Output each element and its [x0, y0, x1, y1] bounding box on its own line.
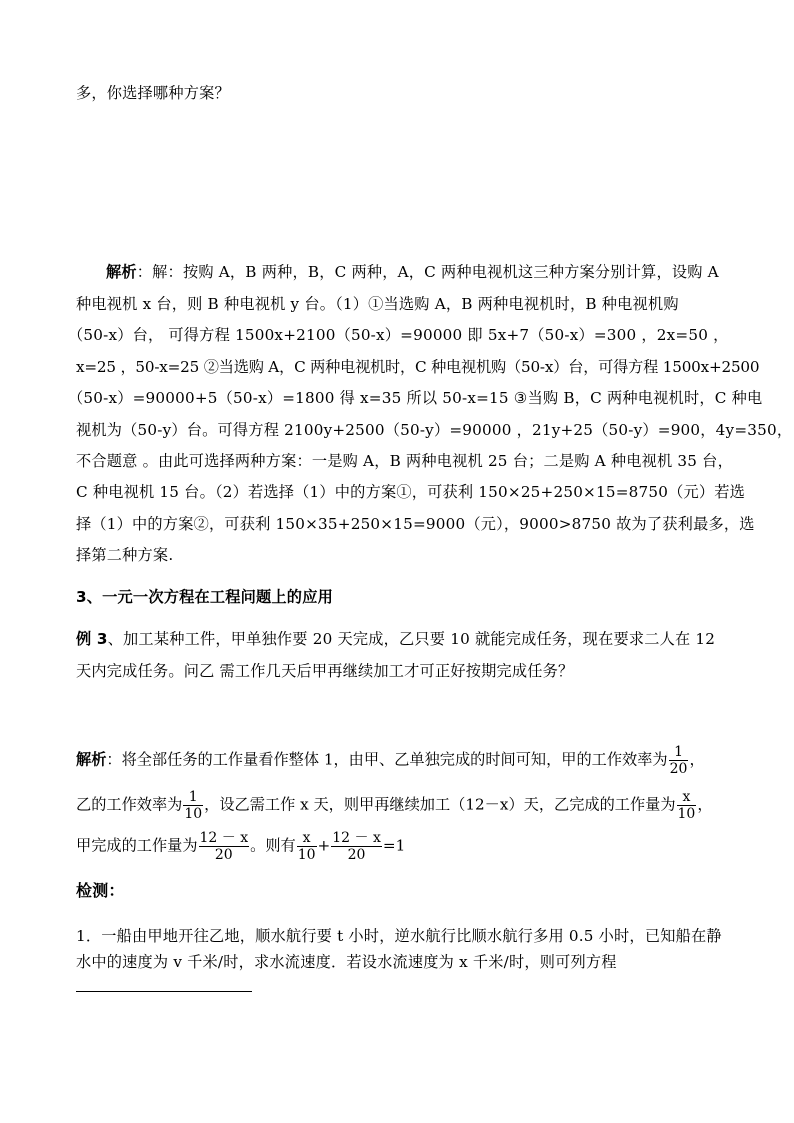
analysis-2-line-3: 甲完成的工作量为 $\frac{12 - x}{20}$ 。则有 $\frac{x}{10}$ + $\frac{12 - x}{20}$ =1 [76, 830, 406, 863]
fraction-12-minus-x-20-eq: $\frac{12 - x}{20}$ [332, 830, 381, 863]
example-3-line-2: 天内完成任务。问乙 需工作几天后甲再继续加工才可正好按期完成任务？ [76, 662, 574, 680]
exercise-1-line-1: 1．一船由甲地开往乙地，顺水航行要 t 小时，逆水航行比顺水航行多用 0.5 小时，已知船在静 [76, 927, 722, 945]
answer-blank-line [76, 991, 252, 992]
example-3-line-1: 例 3、加工某种工件，甲单独作要 20 天完成，乙只要 10 就能完成任务，现在要求二人在 12 [76, 630, 716, 648]
fraction-x-10: $\frac{x}{10}$ [677, 789, 696, 822]
analysis-1-line-9: 择（1）中的方案②，可获利 150×35+250×15=9000（元），9000>8750 故为了获利最多，选 [76, 515, 755, 533]
analysis-2-line-2: 乙的工作效率为 $\frac{1}{10}$ ，设乙需工作 x 天，则甲再继续加工（12－x）天，乙完成的工作量为 $\frac{x}{10}$ ， [76, 789, 713, 822]
example-3-label: 例 3 [76, 630, 108, 648]
analysis-1-line-6: 视机为（50-y）台。可得方程 2100y+2500（50-y）=90000 ，21y+25（50-y）=900，4y=350， [76, 421, 793, 439]
fraction-1-10: $\frac{1}{10}$ [184, 789, 203, 822]
analysis-1-line-7: 不合题意 。由此可选择两种方案：一是购 A，B 两种电视机 25 台；二是购 A 种电视机 35 台， [76, 452, 733, 470]
analysis-1-line-3: （50-x）台， 可得方程 1500x+2100（50-x）=90000 即 5x+7（50-x）=300 ，2x=50 ， [68, 326, 729, 344]
check-title: 检测： [76, 881, 125, 900]
analysis-1-line-1: 解析：解：按购 A，B 两种，B，C 两种，A，C 两种电视机这三种方案分别计算，设购 A [106, 263, 719, 281]
analysis-1-line-4: x=25 ，50-x=25 ②当选购 A，C 两种电视机时，C 种电视机购（50-x）台，可得方程 1500x+2500 [76, 358, 760, 376]
analysis-1-line-10: 择第二种方案. [76, 546, 174, 564]
analysis-2-line-1: 解析：将全部任务的工作量看作整体 1，由甲、乙单独完成的时间可知，甲的工作效率为 $\frac{1}{20}$ ， [76, 744, 705, 777]
section-3-title: 3、一元一次方程在工程问题上的应用 [76, 588, 333, 606]
analysis-1-line-8: C 种电视机 15 台。（2）若选择（1）中的方案①，可获利 150×25+250×15=8750（元）若选 [76, 483, 746, 501]
exercise-1-line-2: 水中的速度为 v 千米/时，求水流速度．若设水流速度为 x 千米/时，则可列方程 [76, 953, 617, 971]
analysis-1-line-2: 种电视机 x 台，则 B 种电视机 y 台。（1）①当选购 A，B 两种电视机时，B 种电视机购 [76, 295, 679, 313]
analysis-1-line-5: （50-x）=90000+5（50-x）=1800 得 x=35 所以 50-x=15 ③当购 B，C 两种电视机时，C 种电 [68, 389, 763, 407]
intro-line: 多，你选择哪种方案？ [76, 84, 230, 102]
fraction-1-20: $\frac{1}{20}$ [669, 744, 688, 777]
analysis-2-label: 解析 [76, 750, 107, 769]
fraction-x-10-eq: $\frac{x}{10}$ [297, 830, 316, 863]
fraction-12-minus-x-20: $\frac{12 - x}{20}$ [199, 830, 249, 863]
analysis-1-label: 解析 [106, 263, 137, 281]
